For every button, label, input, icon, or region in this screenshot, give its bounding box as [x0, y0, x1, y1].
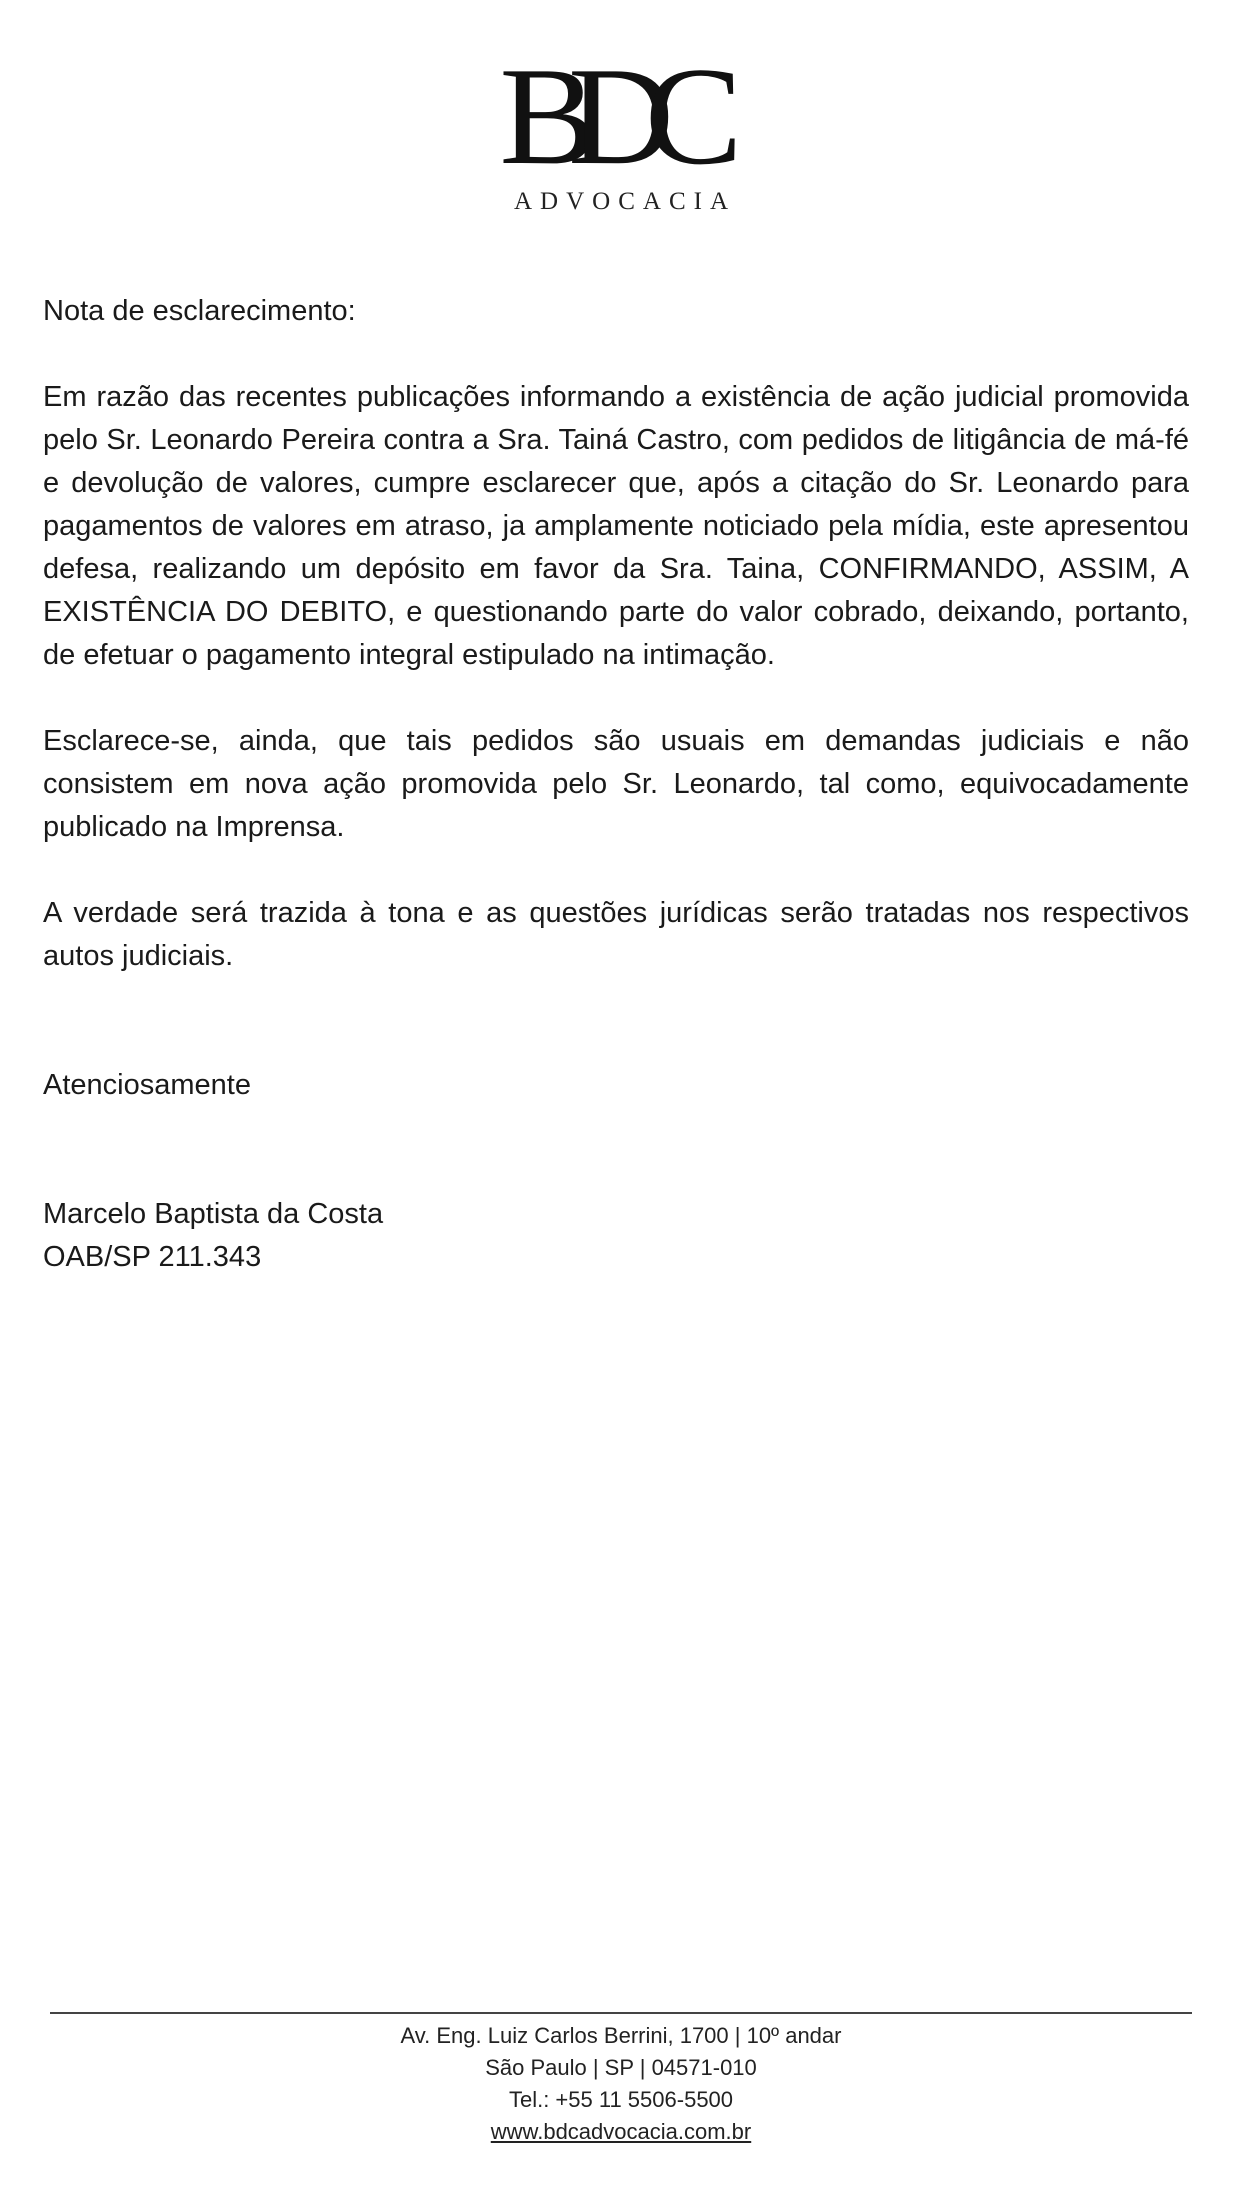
logo-mark: BDC [499, 39, 714, 194]
footer-website-link[interactable]: www.bdcadvocacia.com.br [490, 2119, 752, 2144]
logo-subtitle: ADVOCACIA [514, 188, 736, 215]
closing: Atenciosamente [43, 1069, 251, 1101]
paragraph-3: A verdade será trazida à tona e as questões jurídicas serão tratadas nos respectivos autos judiciais. [43, 897, 1189, 972]
footer-city: São Paulo | SP | 04571-010 [485, 2055, 757, 2080]
footer-phone: Tel.: +55 11 5506-5500 [508, 2087, 734, 2112]
footer-address: Av. Eng. Luiz Carlos Berrini, 1700 | 10º andar [400, 2023, 842, 2048]
firm-logo [0, 39, 1242, 216]
signer-name: Marcelo Baptista da Costa [43, 1198, 384, 1230]
letter-body [43, 290, 1189, 1279]
paragraph-2: Esclarece-se, ainda, que tais pedidos são usuais em demandas judiciais e não consistem em nova ação promovida pelo Sr. Leonardo, tal como, equivocadamente publicado na Imprensa. [43, 725, 1189, 843]
footer-divider [50, 2012, 1192, 2014]
signer-registration: OAB/SP 211.343 [43, 1241, 262, 1273]
letter-heading: Nota de esclarecimento: [43, 295, 356, 327]
paragraph-1: Em razão das recentes publicações informando a existência de ação judicial promovida pelo Sr. Leonardo Pereira contra a Sra. Tainá Castro, com pedidos de litigância de má-fé e devolução de valores, cumpre esclarecer que, após a citação do Sr. Leonardo para pagamentos de valores em atraso, ja amplamente noticiado pela mídia, este apresentou defesa, realizando um depósito em favor da Sra. Taina, CONFIRMANDO, ASSIM, A EXISTÊNCIA DO DEBITO, e questionando parte do valor cobrado, deixando, portanto, de efetuar o pagamento integral estipulado na intimação. [43, 381, 1189, 671]
footer [0, 2020, 1242, 2148]
